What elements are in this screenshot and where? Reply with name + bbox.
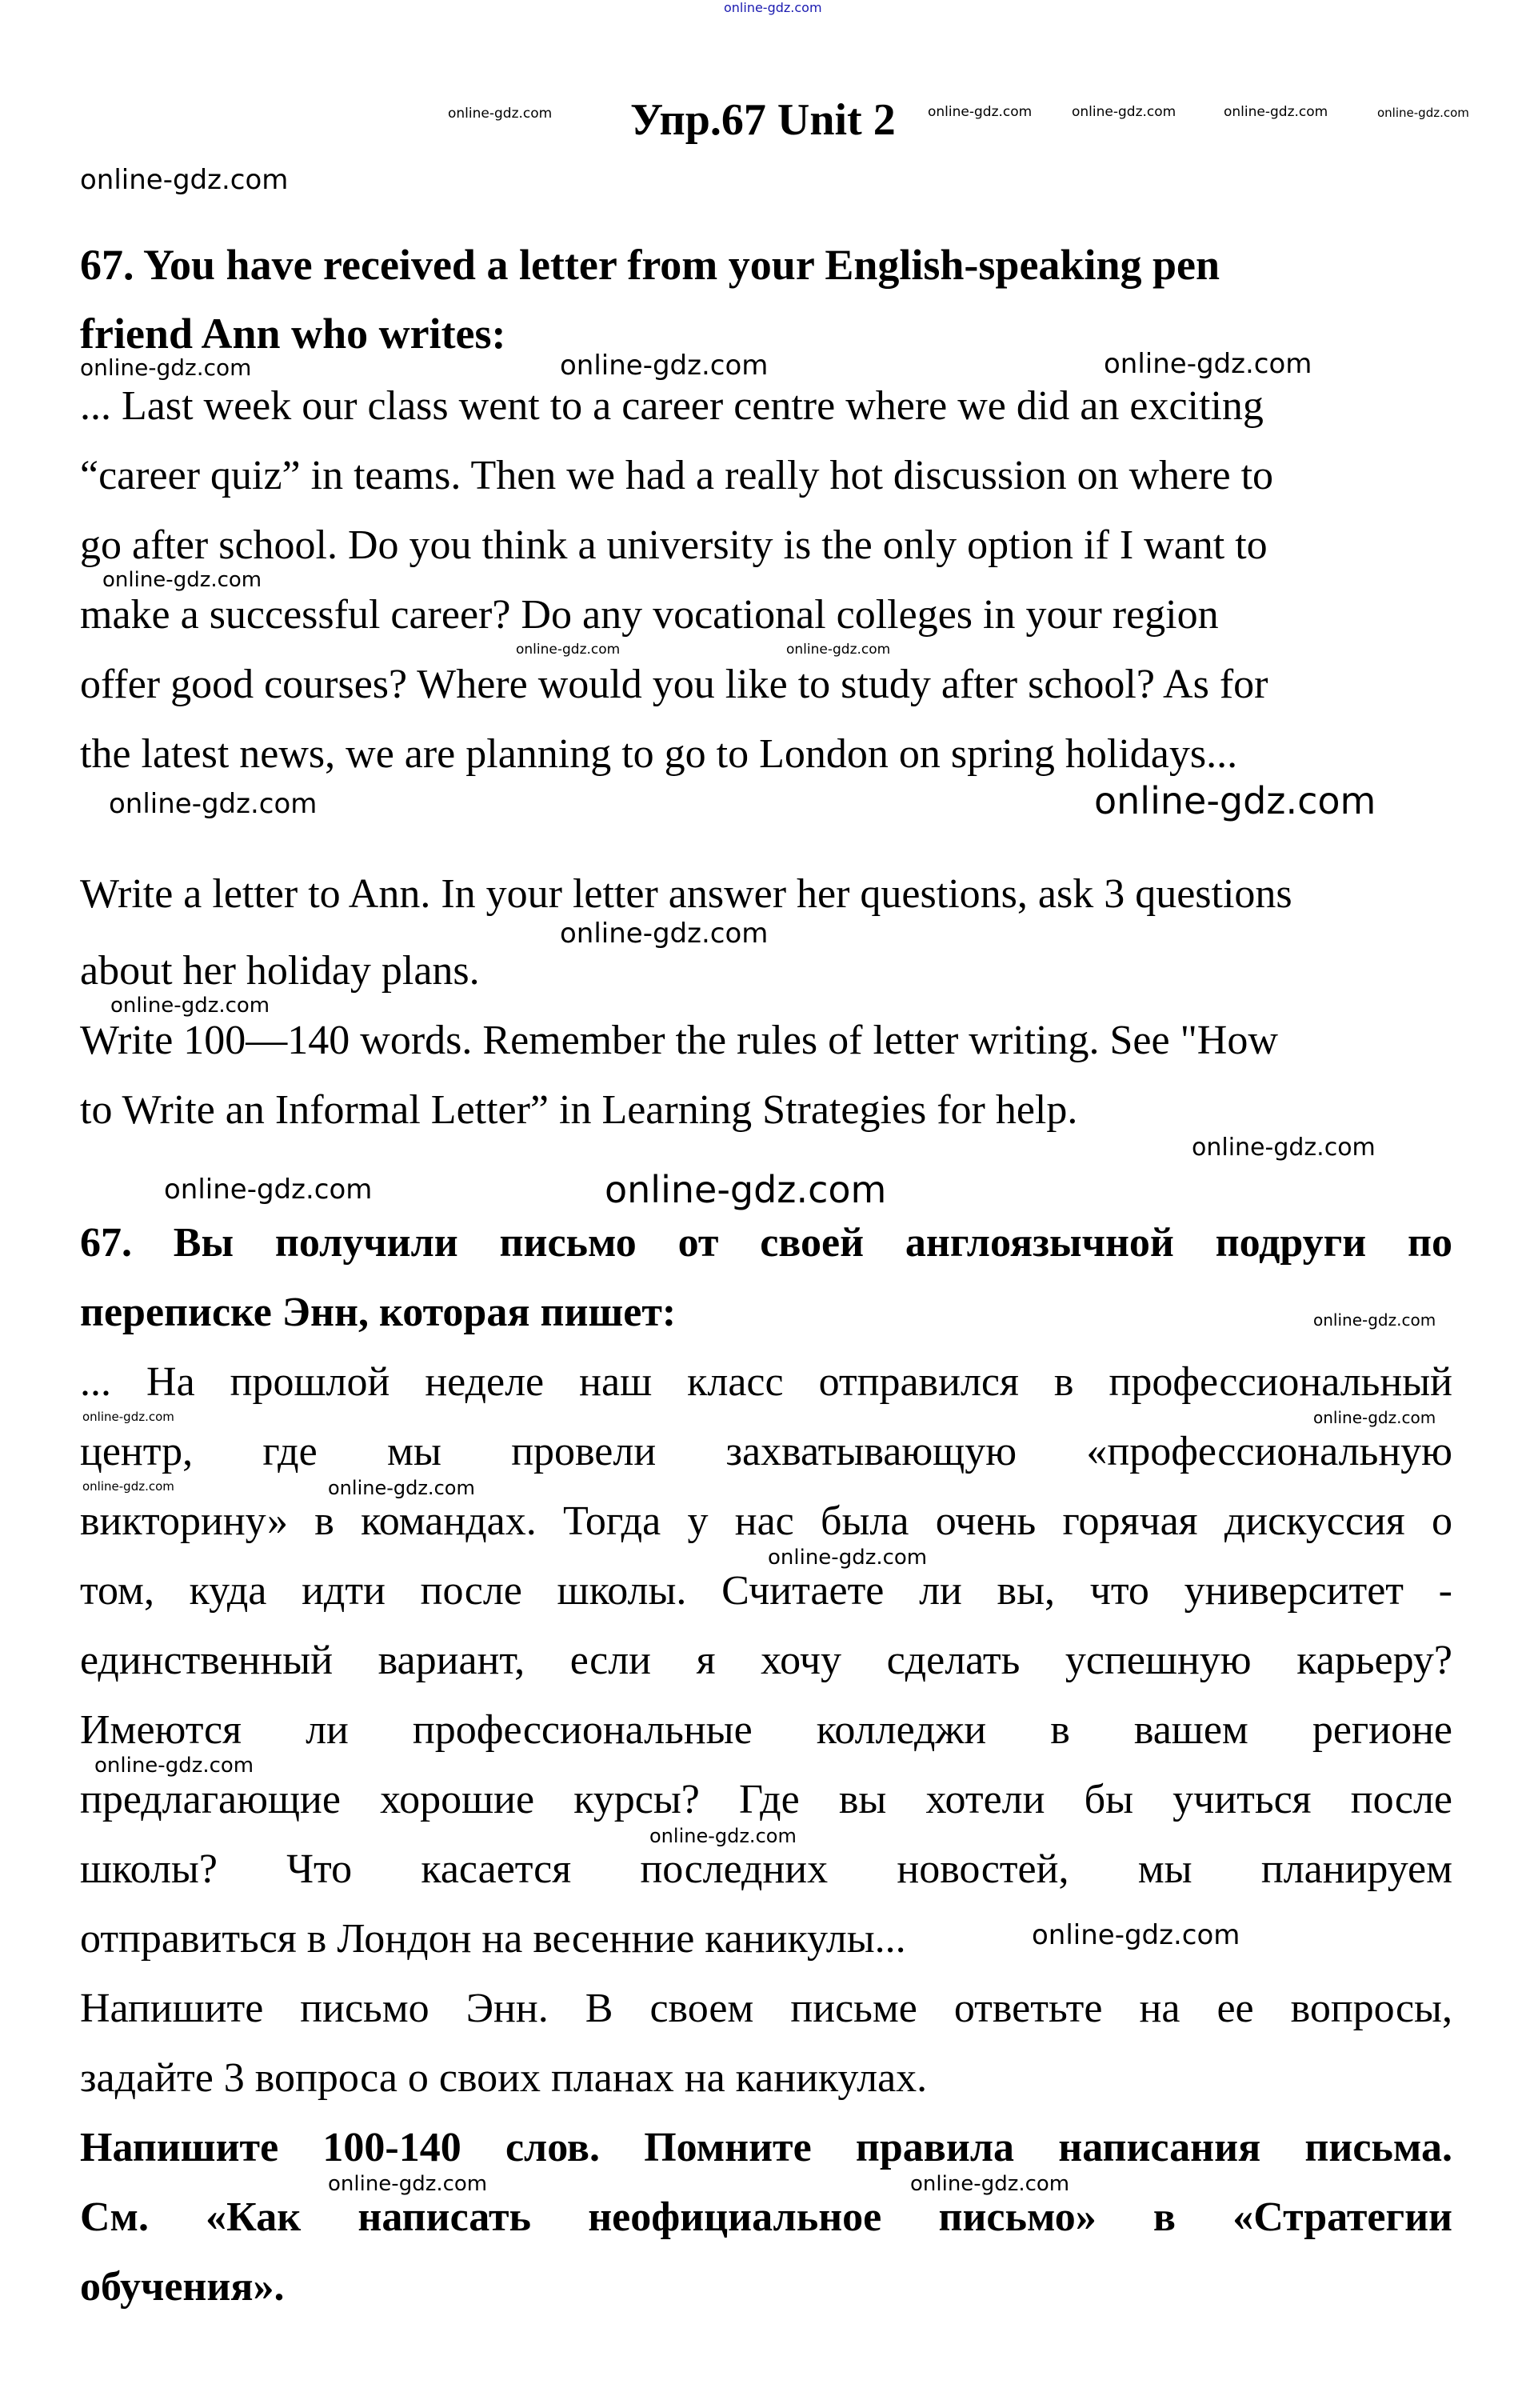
english-letter-line: the latest news, we are planning to go to London on spring holidays... [80, 731, 1238, 777]
watermark: online-gdz.com [82, 1410, 174, 1424]
watermark: online-gdz.com [80, 354, 252, 381]
russian-heading-line: 67. Вы получили письмо от своей англоязычной подруги по [80, 1220, 1452, 1266]
watermark: online-gdz.com [928, 104, 1033, 120]
watermark: online-gdz.com [768, 1546, 928, 1570]
russian-letter-line: том, куда идти после школы. Считаете ли вы, что университет - [80, 1568, 1452, 1614]
watermark: online-gdz.com [1104, 348, 1312, 380]
watermark: online-gdz.com [1224, 104, 1328, 120]
watermark: online-gdz.com [560, 350, 769, 382]
english-heading-line: friend Ann who writes: [80, 310, 506, 358]
watermark: online-gdz.com [448, 106, 553, 122]
english-letter-line: make a successful career? Do any vocational colleges in your region [80, 592, 1219, 638]
watermark: online-gdz.com [82, 1479, 174, 1494]
watermark: online-gdz.com [605, 1168, 887, 1211]
russian-heading-line: переписке Энн, которая пишет: [80, 1290, 677, 1335]
english-task-line: Write a letter to Ann. In your letter answer her questions, ask 3 questions [80, 871, 1292, 917]
watermark: online-gdz.com [1094, 779, 1376, 822]
watermark: online-gdz.com [1192, 1134, 1376, 1162]
english-task-line: Write 100—140 words. Remember the rules of letter writing. See "How [80, 1018, 1278, 1063]
watermark: online-gdz.com [102, 568, 262, 592]
english-letter-line: go after school. Do you think a university is the only option if I want to [80, 522, 1268, 568]
russian-letter-line: отправиться в Лондон на весенние каникулы... [80, 1916, 906, 1962]
russian-letter-line: единственный вариант, если я хочу сделать успешную карьеру? [80, 1638, 1452, 1683]
watermark: online-gdz.com [328, 1477, 475, 1499]
watermark: online-gdz.com [110, 994, 270, 1018]
watermark: online-gdz.com [910, 2172, 1070, 2196]
russian-bold-task-line: Напишите 100-140 слов. Помните правила написания письма. [80, 2125, 1452, 2170]
english-letter-line: “career quiz” in teams. Then we had a really hot discussion on where to [80, 453, 1274, 498]
english-letter-line: ... Last week our class went to a career centre where we did an exciting [80, 383, 1264, 429]
russian-letter-line: ... На прошлой неделе наш класс отправился в профессиональный [80, 1359, 1452, 1405]
watermark-top: online-gdz.com [724, 0, 822, 15]
watermark: online-gdz.com [1032, 1919, 1240, 1951]
russian-bold-task-line: См. «Как написать неофициальное письмо» в «Стратегии [80, 2194, 1452, 2240]
english-heading-line: 67. You have received a letter from your English-speaking pen [80, 241, 1220, 289]
watermark: online-gdz.com [649, 1825, 797, 1847]
russian-letter-line: Имеются ли профессиональные колледжи в вашем регионе [80, 1707, 1452, 1753]
russian-letter-line: викторину» в командах. Тогда у нас была очень горячая дискуссия о [80, 1498, 1452, 1544]
watermark: online-gdz.com [786, 642, 891, 658]
watermark: online-gdz.com [94, 1754, 254, 1778]
watermark: online-gdz.com [1313, 1408, 1436, 1427]
watermark: online-gdz.com [1313, 1310, 1436, 1330]
watermark: online-gdz.com [328, 2172, 488, 2196]
russian-bold-task-line: обучения». [80, 2264, 285, 2310]
russian-task-line: Напишите письмо Энн. В своем письме ответьте на ее вопросы, [80, 1986, 1452, 2031]
english-task-line: about her holiday plans. [80, 948, 480, 994]
russian-letter-line: предлагающие хорошие курсы? Где вы хотели бы учиться после [80, 1777, 1452, 1822]
watermark: online-gdz.com [516, 642, 621, 658]
russian-letter-line: школы? Что касается последних новостей, мы планируем [80, 1846, 1452, 1892]
watermark: online-gdz.com [1377, 106, 1469, 120]
watermark: online-gdz.com [109, 788, 318, 820]
english-letter-line: offer good courses? Where would you like to study after school? As for [80, 662, 1268, 707]
russian-task-line: задайте 3 вопроса о своих планах на каникулах. [80, 2055, 928, 2101]
watermark: online-gdz.com [164, 1174, 373, 1206]
english-task-line: to Write an Informal Letter” in Learning Strategies for help. [80, 1087, 1078, 1133]
watermark: online-gdz.com [1072, 104, 1176, 120]
watermark: online-gdz.com [80, 164, 289, 196]
russian-letter-line: центр, где мы провели захватывающую «профессиональную [80, 1429, 1452, 1474]
page-title: Упр.67 Unit 2 [630, 95, 896, 145]
watermark: online-gdz.com [560, 918, 769, 950]
